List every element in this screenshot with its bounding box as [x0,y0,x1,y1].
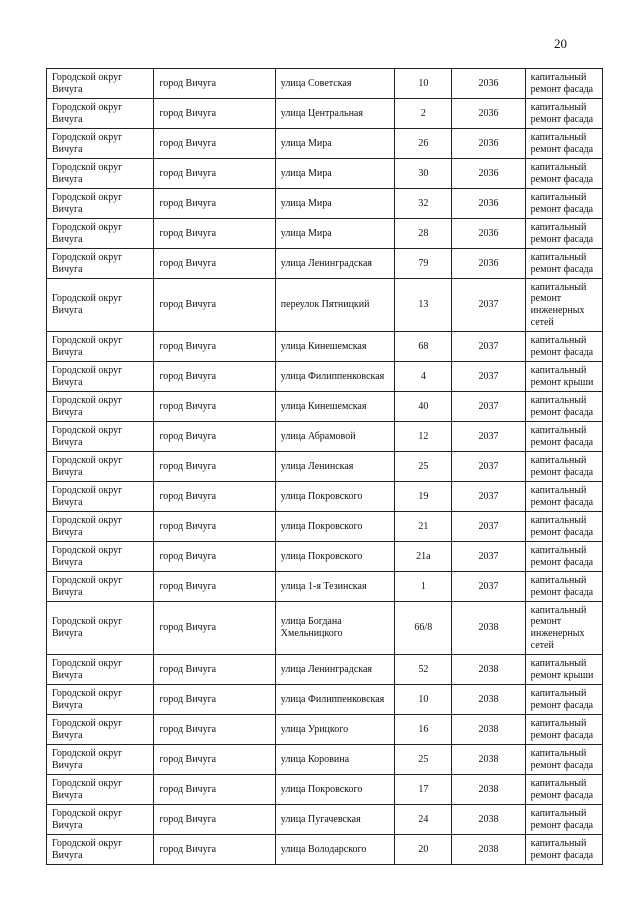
house-number-cell: 28 [395,219,452,249]
work-type-cell: капитальный ремонт фасада [525,99,602,129]
work-type-cell: капитальный ремонт фасада [525,805,602,835]
town-cell: город Вичуга [154,189,275,219]
year-cell: 2036 [452,99,525,129]
house-number-cell: 26 [395,129,452,159]
municipality-cell: Городской округ Вичуга [47,835,154,865]
year-cell: 2036 [452,69,525,99]
street-cell: улица Коровина [275,745,394,775]
work-type-cell: капитальный ремонт фасада [525,69,602,99]
town-cell: город Вичуга [154,249,275,279]
table-row [47,362,603,392]
municipality-cell: Городской округ Вичуга [47,392,154,422]
street-cell: улица Покровского [275,512,394,542]
work-type-cell: капитальный ремонт фасада [525,835,602,865]
town-cell: город Вичуга [154,332,275,362]
town-cell: город Вичуга [154,362,275,392]
year-cell: 2038 [452,745,525,775]
work-type-cell: капитальный ремонт фасада [525,685,602,715]
work-type-cell: капитальный ремонт фасада [525,775,602,805]
municipality-cell: Городской округ Вичуга [47,159,154,189]
house-number-cell: 66/8 [395,602,452,655]
year-cell: 2036 [452,249,525,279]
table-row [47,482,603,512]
street-cell: улица Ленинская [275,452,394,482]
town-cell: город Вичуга [154,835,275,865]
year-cell: 2036 [452,129,525,159]
table-row [47,512,603,542]
page-number: 20 [554,36,567,51]
street-cell: улица Кинешемская [275,332,394,362]
work-type-cell: капитальный ремонт фасада [525,332,602,362]
municipality-cell: Городской округ Вичуга [47,189,154,219]
municipality-cell: Городской округ Вичуга [47,542,154,572]
work-type-cell: капитальный ремонт фасада [525,129,602,159]
municipality-cell: Городской округ Вичуга [47,219,154,249]
table-row [47,332,603,362]
table-row [47,189,603,219]
year-cell: 2037 [452,362,525,392]
town-cell: город Вичуга [154,745,275,775]
table-row [47,602,603,655]
repair-schedule-table [46,68,603,865]
work-type-cell: капитальный ремонт инженерных сетей [525,279,602,332]
street-cell: переулок Пятницкий [275,279,394,332]
municipality-cell: Городской округ Вичуга [47,715,154,745]
table-row [47,422,603,452]
street-cell: улица Покровского [275,542,394,572]
town-cell: город Вичуга [154,512,275,542]
year-cell: 2038 [452,685,525,715]
street-cell: улица Ленинградская [275,249,394,279]
year-cell: 2038 [452,602,525,655]
house-number-cell: 10 [395,685,452,715]
street-cell: улица Центральная [275,99,394,129]
house-number-cell: 17 [395,775,452,805]
table-row [47,452,603,482]
work-type-cell: капитальный ремонт фасада [525,512,602,542]
street-cell: улица Покровского [275,775,394,805]
house-number-cell: 21а [395,542,452,572]
table-row [47,69,603,99]
year-cell: 2036 [452,159,525,189]
house-number-cell: 52 [395,655,452,685]
municipality-cell: Городской округ Вичуга [47,512,154,542]
house-number-cell: 30 [395,159,452,189]
year-cell: 2038 [452,805,525,835]
house-number-cell: 13 [395,279,452,332]
house-number-cell: 68 [395,332,452,362]
municipality-cell: Городской округ Вичуга [47,572,154,602]
street-cell: улица Абрамовой [275,422,394,452]
town-cell: город Вичуга [154,159,275,189]
table-row [47,775,603,805]
year-cell: 2036 [452,189,525,219]
house-number-cell: 4 [395,362,452,392]
year-cell: 2037 [452,279,525,332]
year-cell: 2038 [452,715,525,745]
house-number-cell: 20 [395,835,452,865]
municipality-cell: Городской округ Вичуга [47,775,154,805]
municipality-cell: Городской округ Вичуга [47,69,154,99]
year-cell: 2037 [452,452,525,482]
town-cell: город Вичуга [154,805,275,835]
work-type-cell: капитальный ремонт фасада [525,219,602,249]
table-row [47,99,603,129]
year-cell: 2037 [452,392,525,422]
municipality-cell: Городской округ Вичуга [47,482,154,512]
house-number-cell: 10 [395,69,452,99]
municipality-cell: Городской округ Вичуга [47,249,154,279]
table-row [47,745,603,775]
work-type-cell: капитальный ремонт фасада [525,249,602,279]
town-cell: город Вичуга [154,422,275,452]
year-cell: 2037 [452,542,525,572]
town-cell: город Вичуга [154,715,275,745]
year-cell: 2037 [452,512,525,542]
table-row [47,805,603,835]
house-number-cell: 32 [395,189,452,219]
year-cell: 2037 [452,482,525,512]
work-type-cell: капитальный ремонт фасада [525,422,602,452]
town-cell: город Вичуга [154,602,275,655]
table-row [47,219,603,249]
work-type-cell: капитальный ремонт фасада [525,715,602,745]
municipality-cell: Городской округ Вичуга [47,602,154,655]
table-body [47,69,603,865]
house-number-cell: 21 [395,512,452,542]
street-cell: улица Мира [275,129,394,159]
table-row [47,835,603,865]
town-cell: город Вичуга [154,685,275,715]
work-type-cell: капитальный ремонт инженерных сетей [525,602,602,655]
town-cell: город Вичуга [154,655,275,685]
street-cell: улица Филиппенковская [275,362,394,392]
street-cell: улица Советская [275,69,394,99]
street-cell: улица Филиппенковская [275,685,394,715]
street-cell: улица Мира [275,189,394,219]
work-type-cell: капитальный ремонт фасада [525,542,602,572]
year-cell: 2036 [452,219,525,249]
work-type-cell: капитальный ремонт крыши [525,362,602,392]
year-cell: 2037 [452,572,525,602]
year-cell: 2038 [452,835,525,865]
town-cell: город Вичуга [154,99,275,129]
table-row [47,159,603,189]
town-cell: город Вичуга [154,279,275,332]
street-cell: улица Богдана Хмельницкого [275,602,394,655]
year-cell: 2038 [452,655,525,685]
street-cell: улица Ленинградская [275,655,394,685]
municipality-cell: Городской округ Вичуга [47,362,154,392]
table-row [47,279,603,332]
work-type-cell: капитальный ремонт фасада [525,189,602,219]
work-type-cell: капитальный ремонт крыши [525,655,602,685]
table-row [47,542,603,572]
table-row [47,392,603,422]
year-cell: 2037 [452,332,525,362]
table-row [47,249,603,279]
municipality-cell: Городской округ Вичуга [47,452,154,482]
town-cell: город Вичуга [154,572,275,602]
house-number-cell: 25 [395,452,452,482]
house-number-cell: 40 [395,392,452,422]
street-cell: улица Мира [275,219,394,249]
work-type-cell: капитальный ремонт фасада [525,482,602,512]
table-row [47,572,603,602]
town-cell: город Вичуга [154,392,275,422]
municipality-cell: Городской округ Вичуга [47,99,154,129]
municipality-cell: Городской округ Вичуга [47,422,154,452]
work-type-cell: капитальный ремонт фасада [525,392,602,422]
town-cell: город Вичуга [154,482,275,512]
municipality-cell: Городской округ Вичуга [47,279,154,332]
municipality-cell: Городской округ Вичуга [47,332,154,362]
work-type-cell: капитальный ремонт фасада [525,159,602,189]
municipality-cell: Городской округ Вичуга [47,129,154,159]
street-cell: улица Пугачевская [275,805,394,835]
house-number-cell: 24 [395,805,452,835]
house-number-cell: 79 [395,249,452,279]
table-row [47,655,603,685]
street-cell: улица Урицкого [275,715,394,745]
town-cell: город Вичуга [154,69,275,99]
table-row [47,715,603,745]
house-number-cell: 12 [395,422,452,452]
house-number-cell: 1 [395,572,452,602]
town-cell: город Вичуга [154,219,275,249]
town-cell: город Вичуга [154,452,275,482]
municipality-cell: Городской округ Вичуга [47,655,154,685]
house-number-cell: 25 [395,745,452,775]
street-cell: улица Покровского [275,482,394,512]
town-cell: город Вичуга [154,542,275,572]
municipality-cell: Городской округ Вичуга [47,685,154,715]
town-cell: город Вичуга [154,775,275,805]
street-cell: улица Кинешемская [275,392,394,422]
house-number-cell: 16 [395,715,452,745]
table-row [47,129,603,159]
street-cell: улица Володарского [275,835,394,865]
municipality-cell: Городской округ Вичуга [47,805,154,835]
work-type-cell: капитальный ремонт фасада [525,452,602,482]
work-type-cell: капитальный ремонт фасада [525,572,602,602]
town-cell: город Вичуга [154,129,275,159]
house-number-cell: 2 [395,99,452,129]
street-cell: улица 1-я Тезинская [275,572,394,602]
table-row [47,685,603,715]
work-type-cell: капитальный ремонт фасада [525,745,602,775]
house-number-cell: 19 [395,482,452,512]
municipality-cell: Городской округ Вичуга [47,745,154,775]
year-cell: 2038 [452,775,525,805]
street-cell: улица Мира [275,159,394,189]
year-cell: 2037 [452,422,525,452]
